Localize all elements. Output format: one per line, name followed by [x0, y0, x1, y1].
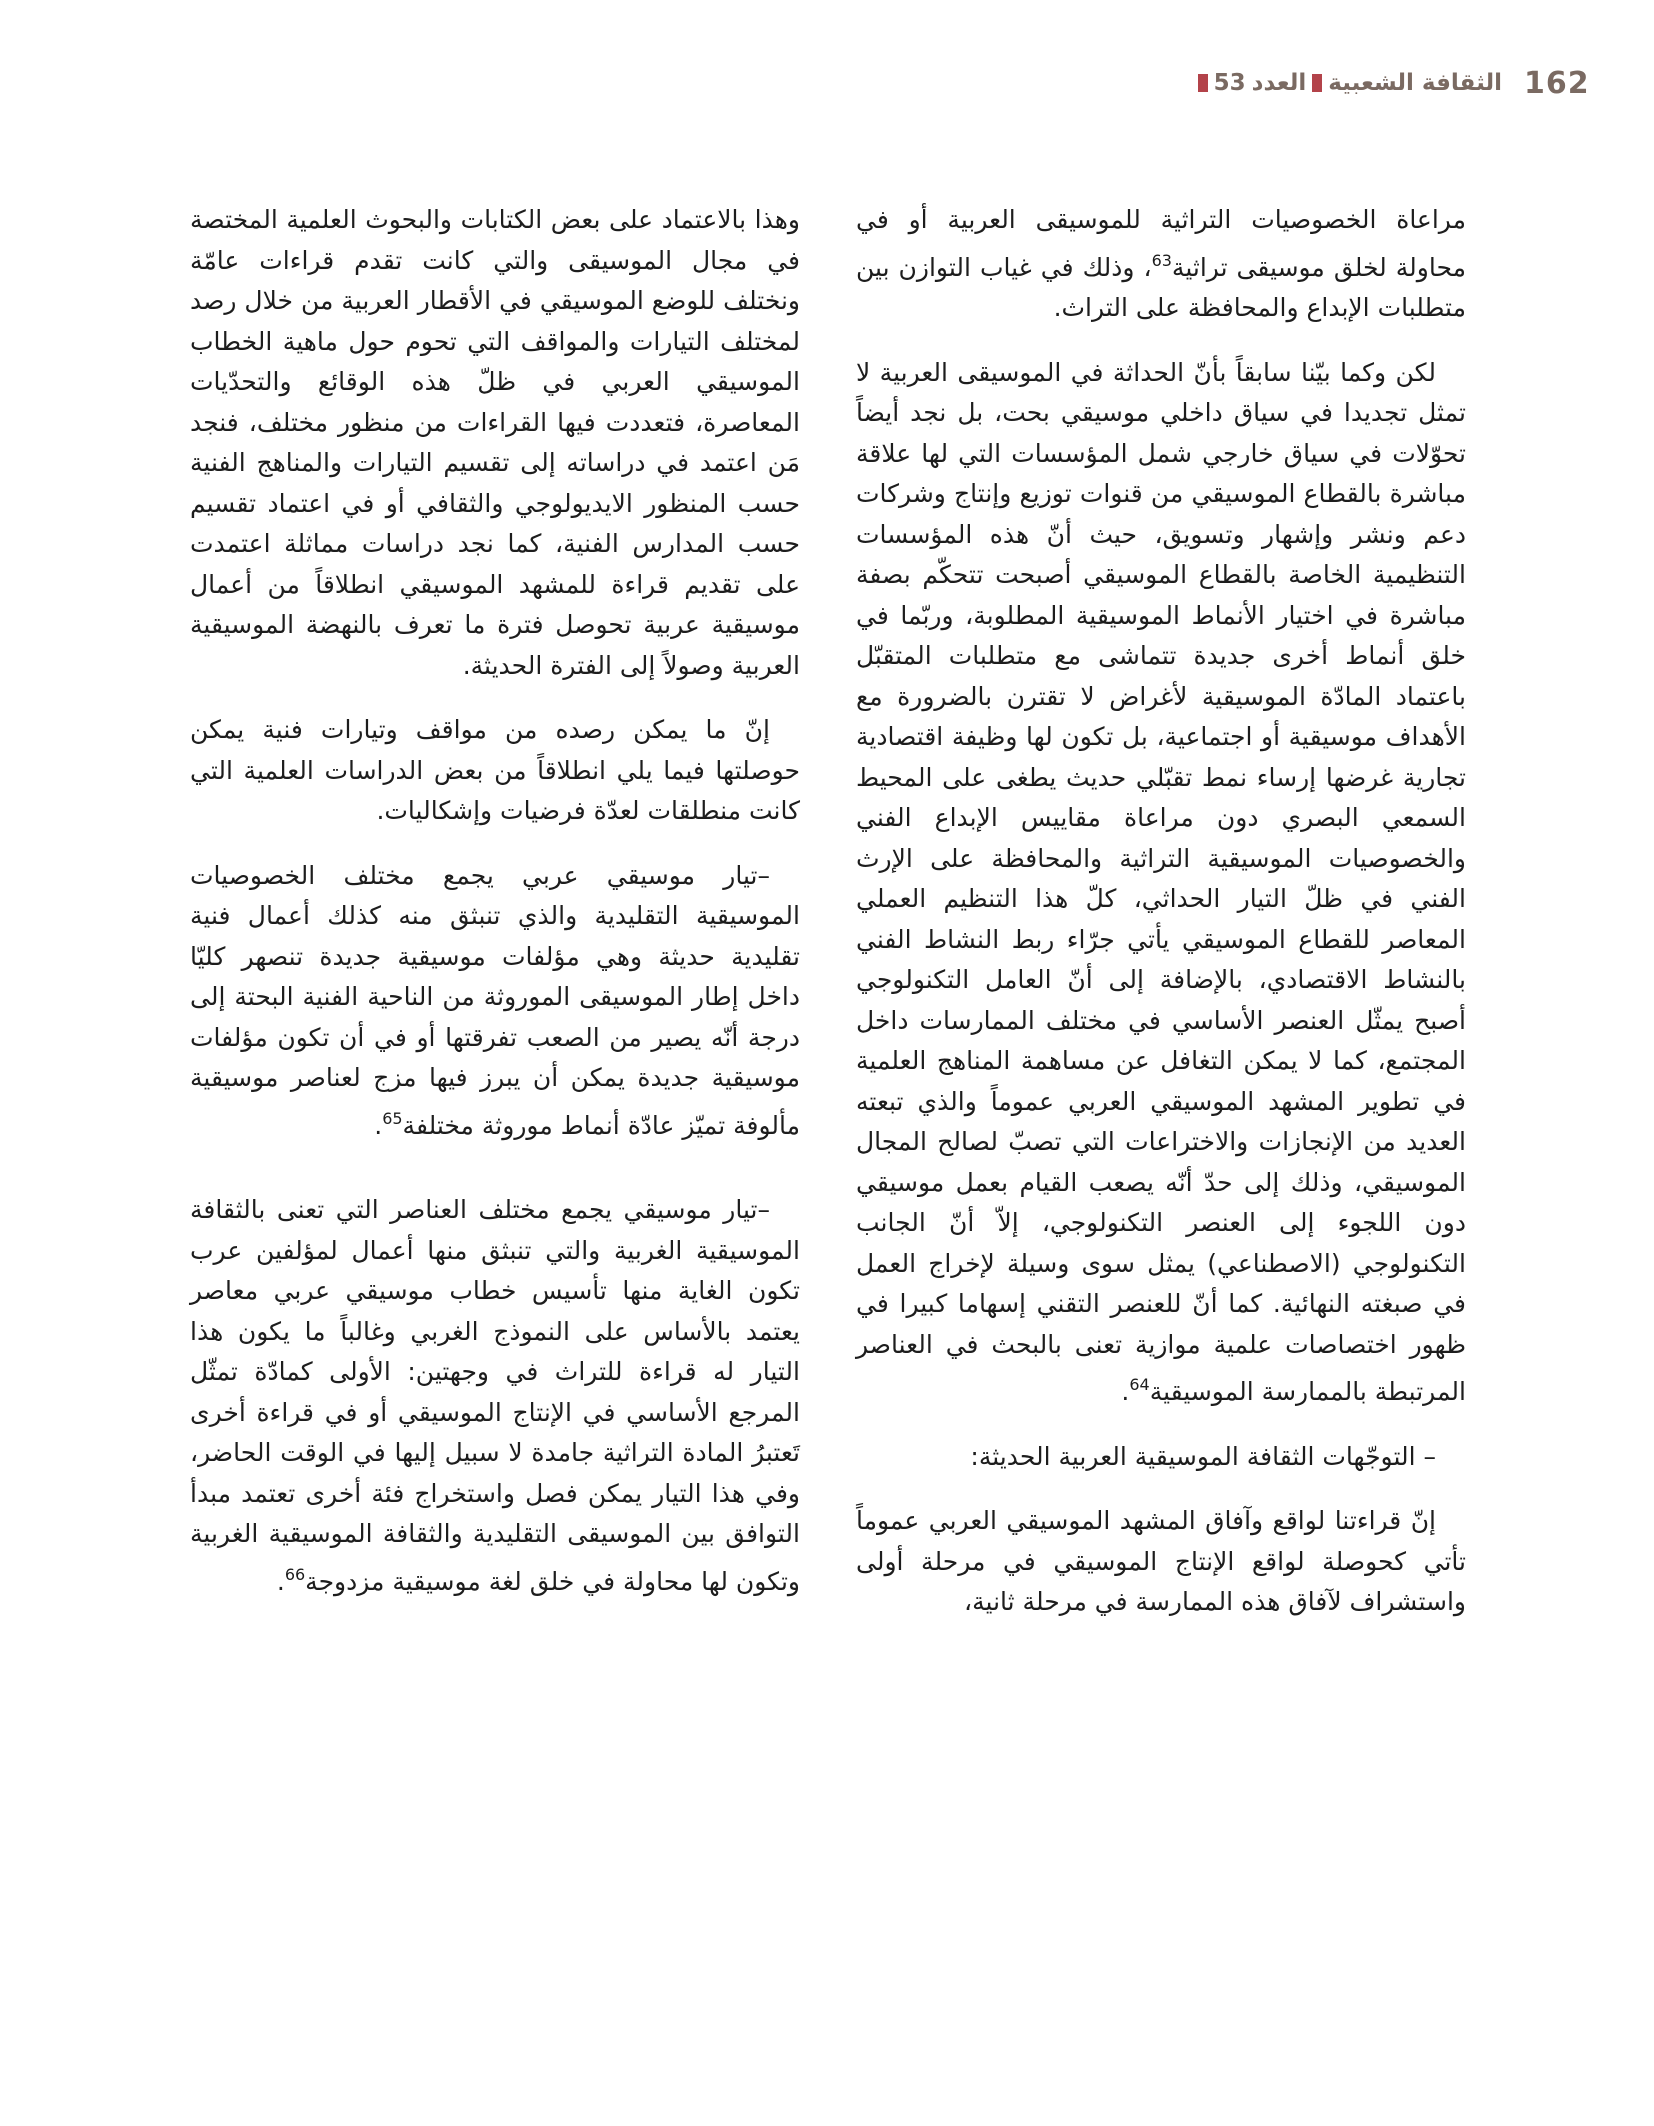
separator-square-icon — [1312, 74, 1322, 92]
paragraph: لكن وكما بيّنا سابقاً بأنّ الحداثة في الموسيقى العربية لا تمثل تجديدا في سياق داخلي موسيقي بحت، بل نجد أيضاً تحوّلات في سياق خارجي شمل المؤسسات التي لها علاقة مباشرة بالقطاع الموسيقي من قنوات توزيع وإنتاج وشركات دعم ونشر وإشهار وتسويق، حيث أنّ هذه المؤسسات التنظيمية الخاصة بالقطاع الموسيقي أصبحت تتحكّم بصفة مباشرة في اختيار الأنماط الموسيقية المطلوبة، وربّما في خلق أنماط أخرى جديدة تتماشى مع متطلبات المتقبّل باعتماد المادّة الموسيقية لأغراض لا تقترن بالضرورة مع الأهداف موسيقية أو اجتماعية، بل تكون لها وظيفة اقتصادية تجارية غرضها إرساء نمط تقبّلي حديث يطغى على المحيط السمعي البصري دون مراعاة مقاييس الإبداع الفني والخصوصيات الموسيقية التراثية والمحافظة على الإرث الفني في ظلّ التيار الحداثي، كلّ هذا التنظيم العملي المعاصر للقطاع الموسيقي يأتي جرّاء ربط النشاط الفني بالنشاط الاقتصادي، بالإضافة إلى أنّ العامل التكنولوجي أصبح يمثّل العنصر الأساسي في مختلف الممارسات داخل المجتمع، كما لا يمكن التغافل عن مساهمة المناهج العلمية في تطوير المشهد الموسيقي العربي عموماً والذي تبعته العديد من الإنجازات والاختراعات التي تصبّ لصالح المجال الموسيقي، وذلك إلى حدّ أنّه يصعب القيام بعمل موسيقي دون اللجوء إلى العنصر التكنولوجي، إلاّ أنّ الجانب التكنولوجي (الاصطناعي) يمثل سوى وسيلة لإخراج العمل في صبغته النهائية. كما أنّ للعنصر التقني إسهاما كبيرا في ظهور اختصاصات علمية موازية تعنى بالبحث في العناصر المرتبطة بالممارسة الموسيقية$^{64}$. — [856, 357, 1466, 1406]
section-heading: – التوجّهات الثقافة الموسيقية العربية الحديثة: — [970, 1441, 1436, 1471]
right-column — [856, 200, 1466, 1647]
issue-number: 53 — [1213, 70, 1246, 96]
footnote-ref[interactable]: 65 — [382, 1108, 403, 1128]
footnote-ref[interactable]: 66 — [284, 1564, 306, 1584]
separator-square-icon — [1198, 74, 1208, 92]
footnote-ref[interactable]: 63 — [1151, 250, 1172, 270]
magazine-title: الثقافة الشعبية — [1328, 70, 1502, 96]
issue-label: العدد — [1251, 70, 1307, 96]
page-header — [1150, 66, 1590, 106]
paragraph: إنّ ما يمكن رصده من مواقف وتيارات فنية يمكن حوصلتها فيما يلي انطلاقاً من بعض الدراسات العلمية التي كانت منطلقات لعدّة فرضيات وإشكاليات. — [190, 715, 800, 825]
paragraph: وهذا بالاعتماد على بعض الكتابات والبحوث العلمية المختصة في مجال الموسيقى والتي كانت تقدم قراءات عامّة ونختلف للوضع الموسيقي في الأقطار العربية من خلال رصد لمختلف التيارات والمواقف التي تحوم حول ماهية الخطاب الموسيقي العربي في ظلّ هذه الوقائع والتحدّيات المعاصرة، فتعددت فيها القراءات من منظور مختلف، فنجد مَن اعتمد في دراساته إلى تقسيم التيارات والمناهج الفنية حسب المنظور الايديولوجي والثقافي أو في اعتماد تقسيم حسب المدارس الفنية، كما نجد دراسات مماثلة اعتمدت على تقديم قراءة للمشهد الموسيقي انطلاقاً من أعمال موسيقية عربية تحوصل فترة ما تعرف بالنهضة الموسيقية العربية وصولاً إلى الفترة الحديثة. — [190, 205, 800, 680]
paragraph: مراعاة الخصوصيات التراثية للموسيقى العربية أو في محاولة لخلق موسيقى تراثية$^{63}$، وذلك في غياب التوازن بين متطلبات الإبداع والمحافظة على التراث. — [856, 205, 1466, 322]
left-column — [190, 200, 800, 1626]
page-number: 162 — [1524, 66, 1590, 101]
paragraph: –تيار موسيقي عربي يجمع مختلف الخصوصيات الموسيقية التقليدية والذي تنبثق منه كذلك أعمال فنية تقليدية حديثة وهي مؤلفات موسيقية جديدة تنصهر كليّا داخل إطار الموسيقى الموروثة من الناحية الفنية البحتة إلى درجة أنّه يصير من الصعب تفرقتها أو في أن تكون مؤلفات موسيقية جديدة يمكن أن يبرز فيها مزج لعناصر موسيقية مألوفة تميّز عادّة أنماط موروثة مختلفة$^{65}$. — [190, 860, 800, 1140]
footnote-ref[interactable]: 64 — [1129, 1375, 1150, 1394]
paragraph: –تيار موسيقي يجمع مختلف العناصر التي تعنى بالثقافة الموسيقية الغربية والتي تنبثق منها أعمال لمؤلفين عرب تكون الغاية منها تأسيس خطاب موسيقي عربي معاصر يعتمد بالأساس على النموذج الغربي وغالباً ما يكون هذا التيار له قراءة للتراث في وجهتين: الأولى كمادّة تمثّل المرجع الأساسي في الإنتاج الموسيقي أو في قراءة أخرى تَعتبرُ المادة التراثية جامدة لا سبيل إليها في الوقت الحاضر، وفي هذا التيار يمكن فصل واستخراج فئة أخرى تعتمد مبدأ التوافق بين الموسيقى التقليدية والثقافة الموسيقية الغربية وتكون لها محاولة في خلق لغة موسيقية مزدوجة$^{66}$. — [190, 1195, 800, 1596]
paragraph: إنّ قراءتنا لواقع وآفاق المشهد الموسيقي العربي عموماً تأتي كحوصلة لواقع الإنتاج الموسيقي في مرحلة أولى واستشراف لآفاق هذه الممارسة في مرحلة ثانية، — [856, 1506, 1466, 1616]
running-title — [1192, 70, 1502, 96]
